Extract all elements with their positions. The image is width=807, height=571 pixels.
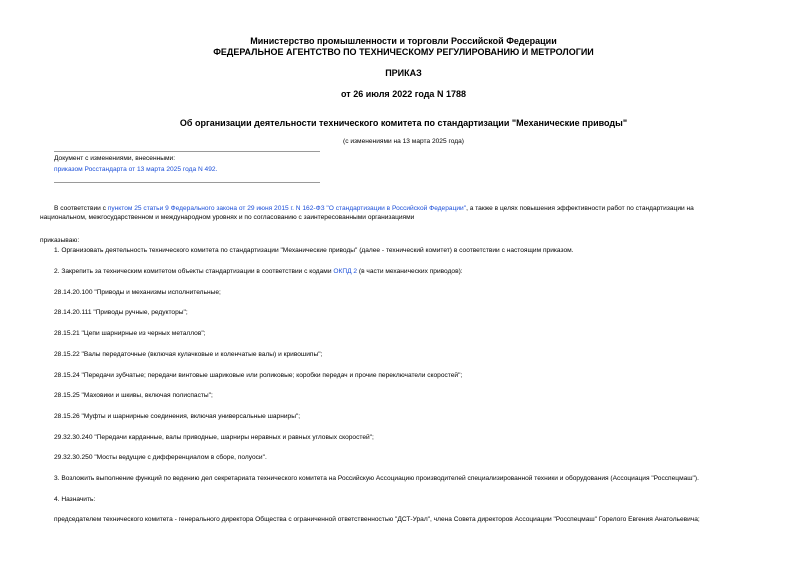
document-title: Об организации деятельности технического комитета по стандартизации "Механические приводы" (179, 118, 628, 128)
code-item: 28.15.26 "Муфты и шарнирные соединения, включая универсальные шарниры"; (54, 413, 301, 420)
okpd2-link[interactable]: ОКПД 2 (333, 268, 358, 275)
ministry-name: Министерство промышленности и торговли Российской Федерации (250, 36, 557, 46)
changes-top-divider (54, 151, 320, 152)
code-item: 29.32.30.240 "Передачи карданные, валы приводные, шарниры неравных и равных угловых скоростей"; (54, 434, 374, 441)
agency-name: ФЕДЕРАЛЬНОЕ АГЕНТСТВО ПО ТЕХНИЧЕСКОМУ РЕГУЛИРОВАНИЮ И МЕТРОЛОГИИ (213, 47, 594, 57)
preamble-prefix: В соответствии с (54, 205, 108, 212)
item-3: 3. Возложить выполнение функций по ведению дел секретариата технического комитета на Российскую Ассоциацию производителей специализированной техники и оборудования (Ассоциация "Росспецмаш"). (54, 475, 699, 482)
code-item: 28.14.20.100 "Приводы и механизмы исполнительные; (54, 289, 221, 296)
item-2 (54, 267, 463, 276)
law-link[interactable]: пунктом 25 статьи 9 Федерального закона от 29 июня 2015 г. N 162-ФЗ "О стандартизации в Российской Федерации" (107, 205, 467, 212)
changes-label: Документ с изменениями, внесенными: (54, 155, 176, 162)
code-item: 29.32.30.250 "Мосты ведущие с дифференциалом в сборе, полуоси". (54, 454, 267, 461)
code-item: 28.15.21 "Цепи шарнирные из черных металлов"; (54, 330, 206, 337)
item-2-suffix: (в части механических приводов): (357, 268, 463, 275)
item-4: 4. Назначить: (54, 496, 96, 503)
revision-note: (с изменениями на 13 марта 2025 года) (343, 138, 464, 145)
preamble-line-2: национальном, межгосударственном и международном уровнях и по согласованию с заинтересованными организациями (40, 214, 415, 221)
changes-bottom-divider (54, 182, 320, 183)
item-1: 1. Организовать деятельность технического комитета по стандартизации "Механические приводы" (далее - технический комитет) в соответствии с настоящим приказом. (54, 247, 574, 254)
changes-link[interactable]: приказом Росстандарта от 13 марта 2025 года N 492. (54, 166, 218, 173)
chair-appointment: председателем технического комитета - генерального директора Общества с ограниченной ответственностью "ДСТ-Урал", члена Совета директоров Ассоциации "Росспецмаш" Горелого Евгения Анатольевича; (54, 516, 700, 523)
code-item: 28.15.24 "Передачи зубчатые; передачи винтовые шариковые или роликовые; коробки передач и прочие переключатели скоростей"; (54, 372, 463, 379)
document-date-number: от 26 июля 2022 года N 1788 (341, 89, 466, 99)
preamble-line-1 (54, 204, 694, 213)
code-item: 28.15.22 "Валы передаточные (включая кулачковые и коленчатые валы) и кривошипы"; (54, 351, 323, 358)
preamble-suffix: , а также в целях повышения эффективности работ по стандартизации на (466, 205, 694, 212)
item-2-prefix: 2. Закрепить за техническим комитетом объекты стандартизации в соответствии с кодами (54, 268, 334, 275)
code-item: 28.15.25 "Маховики и шкивы, включая полиспасты"; (54, 392, 213, 399)
document-type: ПРИКАЗ (385, 68, 422, 78)
code-item: 28.14.20.111 "Приводы ручные, редукторы"; (54, 309, 188, 316)
order-word: приказываю: (40, 237, 80, 244)
